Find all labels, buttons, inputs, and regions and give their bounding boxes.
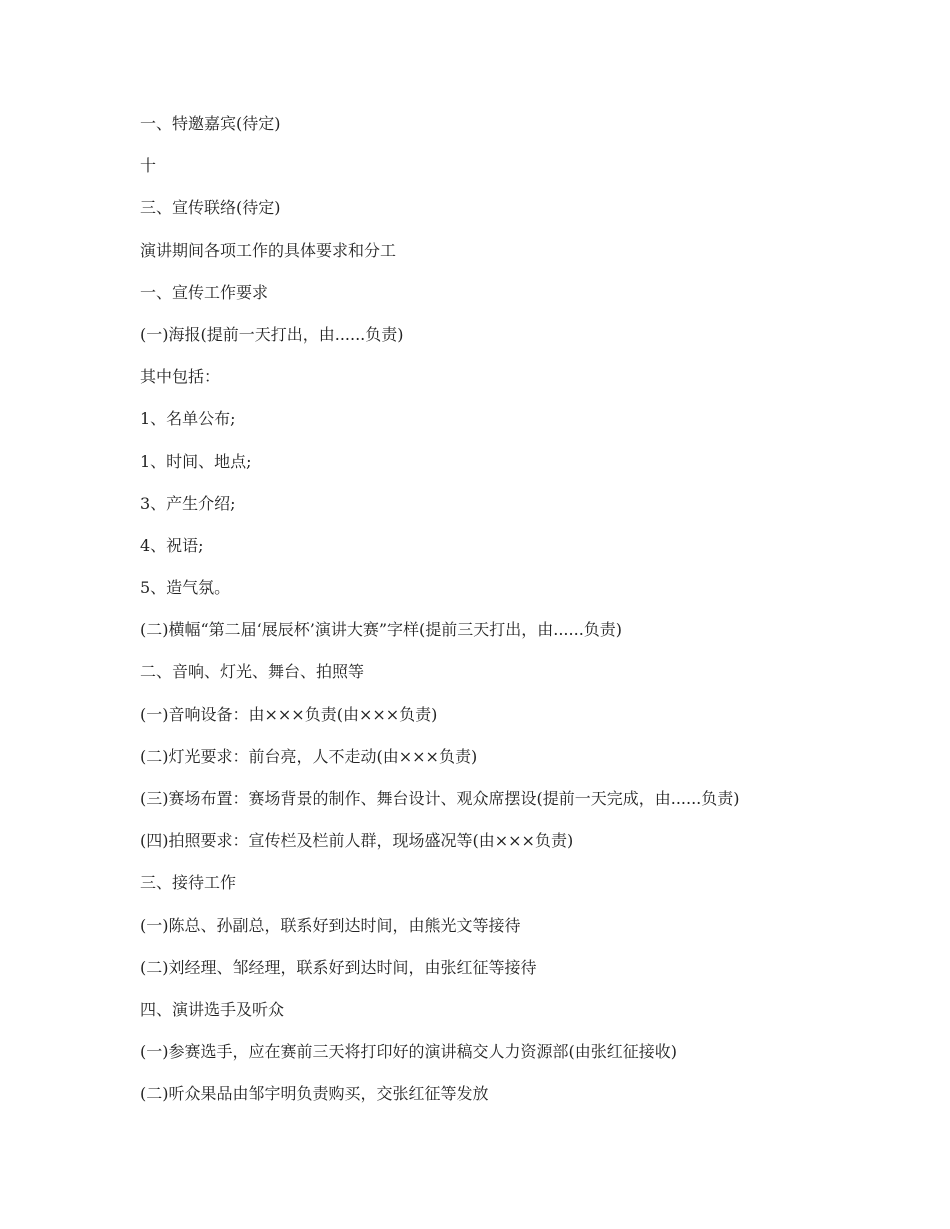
text-line: 4、祝语;: [140, 535, 204, 555]
document-body: [140, 112, 900, 1125]
text-line: 十: [140, 156, 157, 176]
text-line: (一)音响设备：由×××负责(由×××负责): [140, 704, 438, 724]
text-line: 三、宣传联络(待定): [140, 198, 281, 218]
text-line: 一、宣传工作要求: [140, 282, 269, 302]
text-line: 二、音响、灯光、舞台、拍照等: [140, 662, 365, 682]
text-line: (二)灯光要求：前台亮，人不走动(由×××负责): [140, 746, 478, 766]
text-line: (一)参赛选手，应在赛前三天将打印好的演讲稿交人力资源部(由张红征接收): [140, 1042, 677, 1062]
text-line: (二)刘经理、邹经理，联系好到达时间，由张红征等接待: [140, 957, 537, 977]
text-line: 3、产生介绍;: [140, 493, 236, 513]
text-line: 1、名单公布;: [140, 409, 236, 429]
text-line: (二)横幅“第二届‘展辰杯’演讲大赛”字样(提前三天打出，由......负责): [140, 620, 623, 640]
text-line: (二)听众果品由邹宇明负责购买，交张红征等发放: [140, 1084, 489, 1104]
text-line: 5、造气氛。: [140, 578, 231, 598]
text-line: (一)陈总、孙副总，联系好到达时间，由熊光文等接待: [140, 915, 521, 935]
text-line: 1、时间、地点;: [140, 451, 252, 471]
text-line: (三)赛场布置：赛场背景的制作、舞台设计、观众席摆设(提前一天完成，由......负责): [140, 789, 740, 808]
text-line: (一)海报(提前一天打出，由......负责): [140, 324, 404, 344]
text-line: (四)拍照要求：宣传栏及栏前人群，现场盛况等(由×××负责): [140, 831, 574, 851]
text-line: 三、接待工作: [140, 873, 237, 893]
text-line: 四、演讲选手及听众: [140, 999, 285, 1019]
text-line: 演讲期间各项工作的具体要求和分工: [140, 240, 397, 260]
text-line: 一、特邀嘉宾(待定): [140, 114, 281, 133]
text-line: 其中包括：: [140, 367, 221, 387]
